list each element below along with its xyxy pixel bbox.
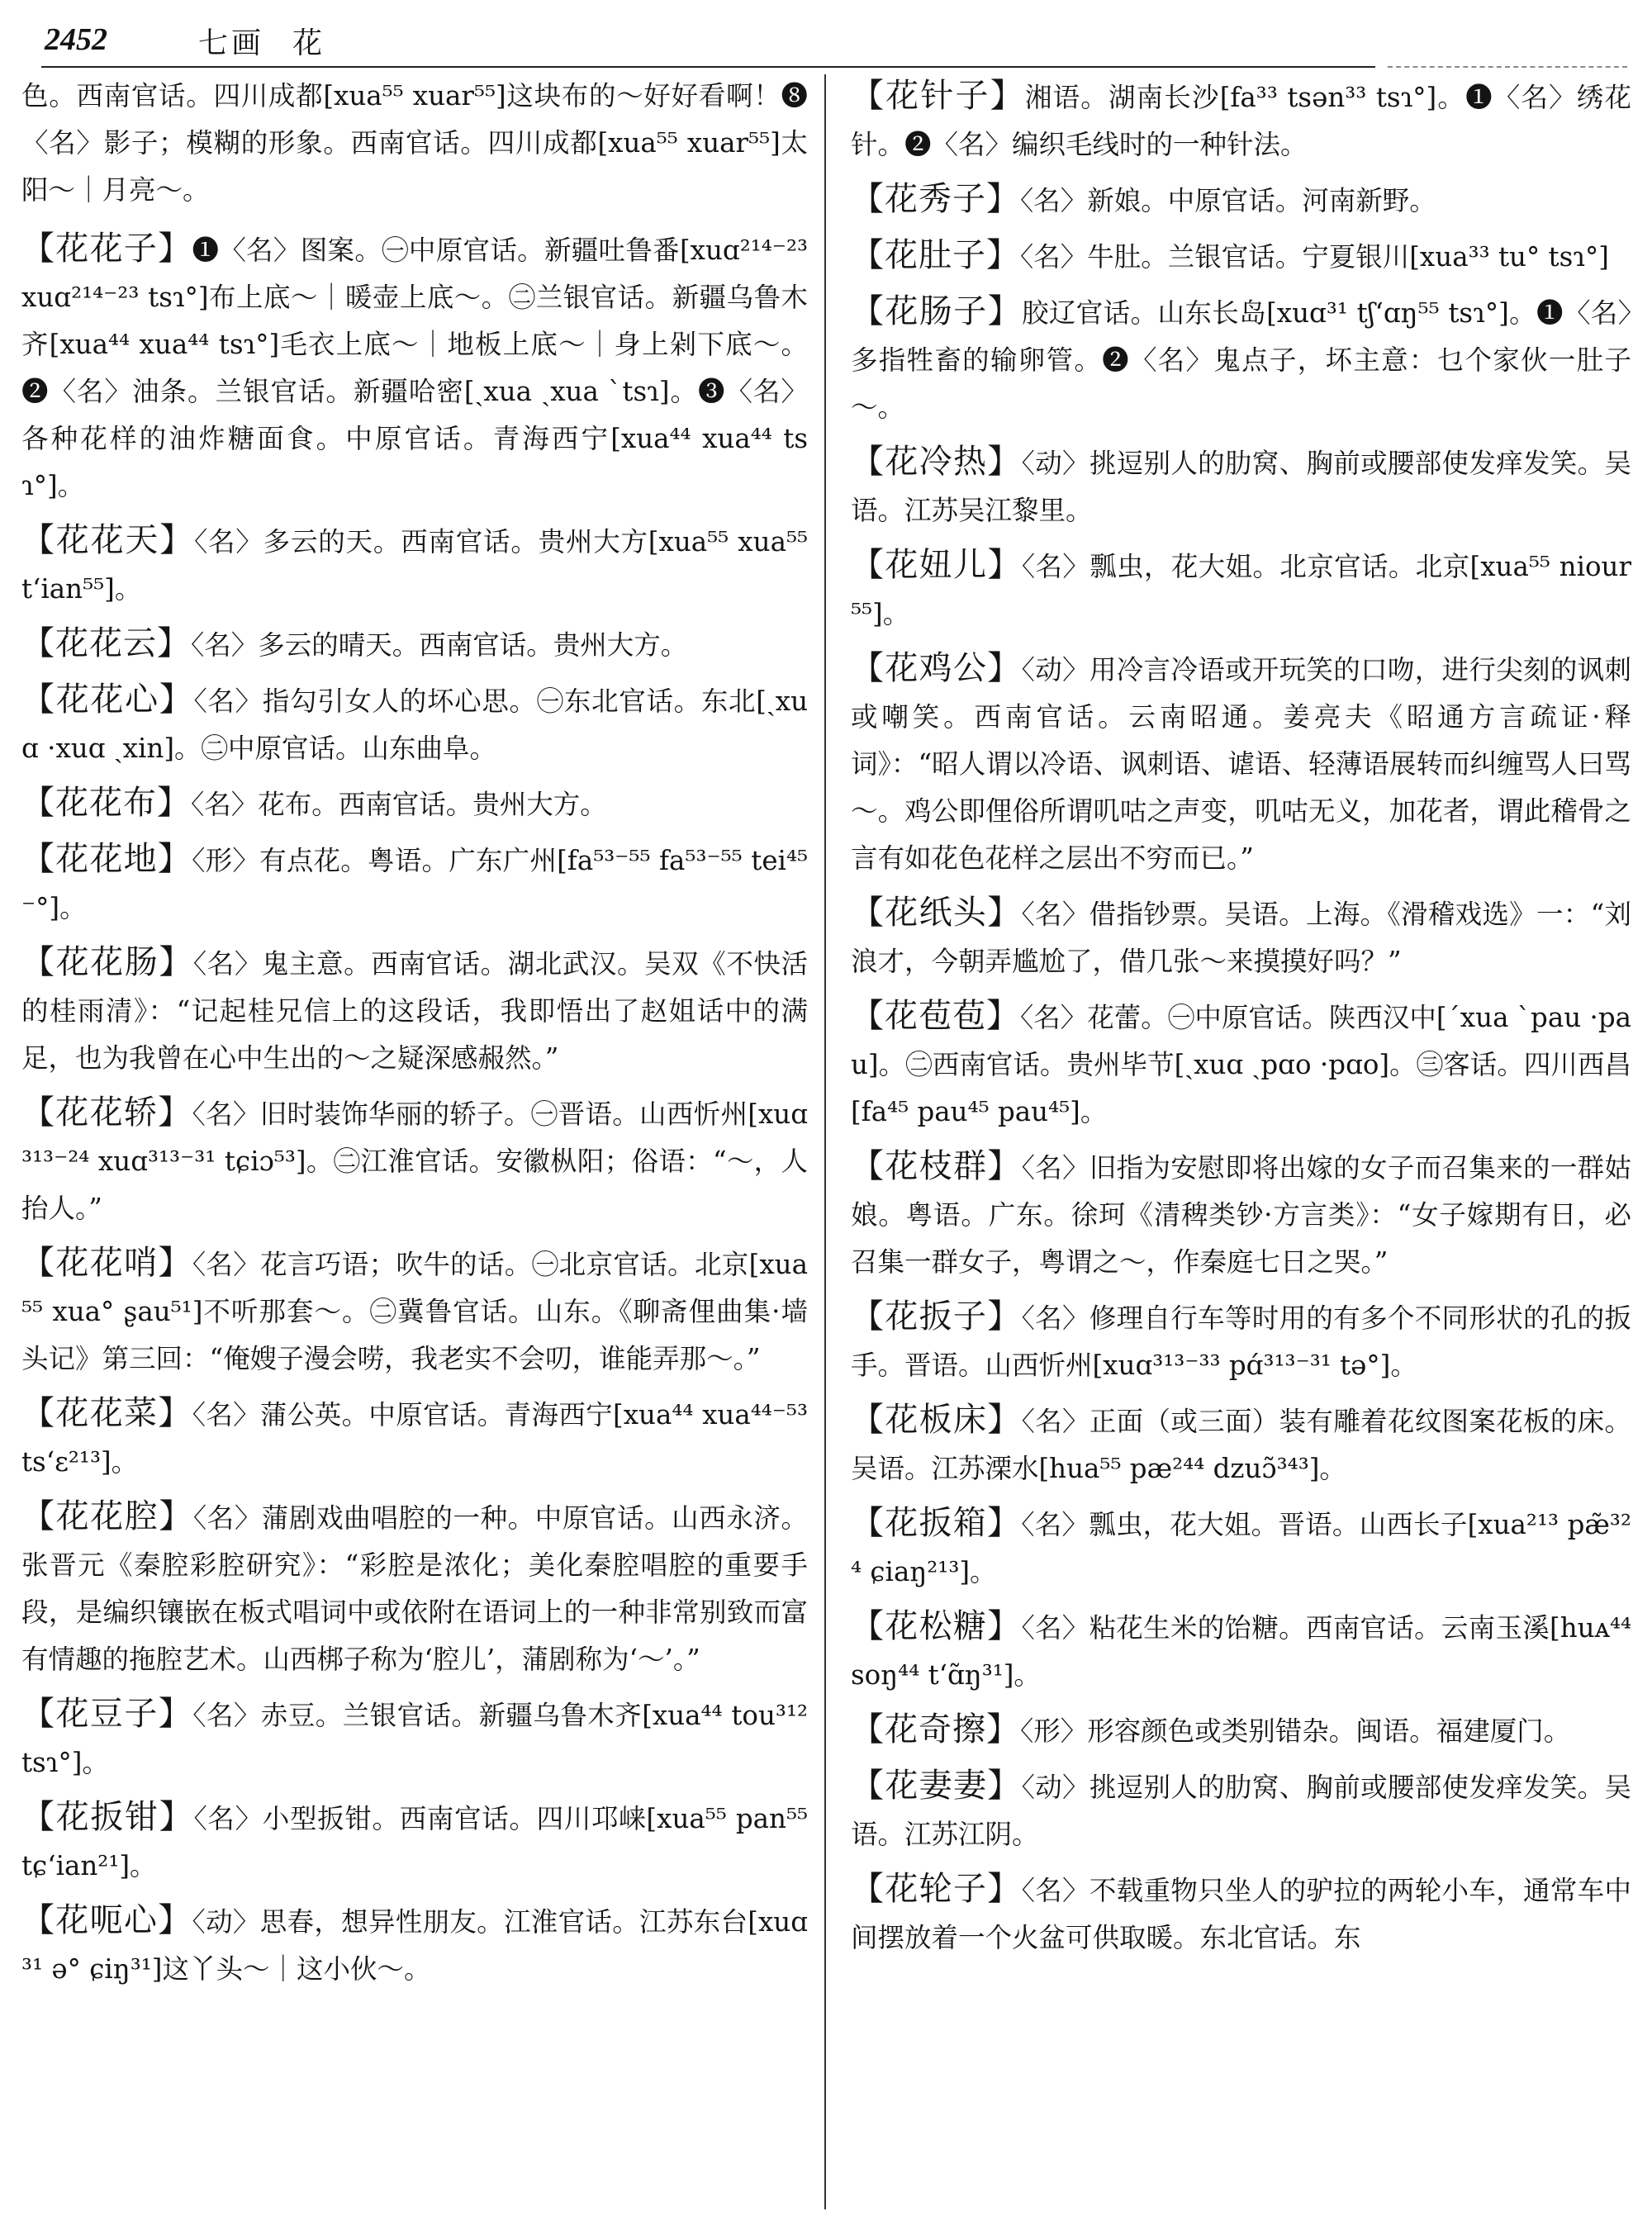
continued-entry-text: 色。西南官话。四川成都[xua⁵⁵ xuar⁵⁵]这块布的～好好看啊！❽〈名〉影子；模糊的形象。西南官话。四川成都[xua⁵⁵ xuar⁵⁵]太阳～｜月亮～。 bbox=[21, 80, 808, 206]
entry-definition: 〈名〉蒲公英。中原官话。青海西宁[xua⁴⁴ xua⁴⁴⁻⁵³ tsʻɛ²¹³]。 bbox=[21, 1399, 808, 1478]
entry-headword: 【花妻妻】 bbox=[851, 1767, 1022, 1805]
entry-headword: 【花纸头】 bbox=[851, 894, 1022, 932]
entry-headword: 【花花心】 bbox=[21, 681, 194, 719]
entry-definition: 〈名〉旧时装饰华丽的轿子。㊀晋语。山西忻州[xuɑ³¹³⁻²⁴ xuɑ³¹³⁻³¹ tɕiɔ⁵³]。㊁江淮官话。安徽枞阳；俗语：“～，人抬人。” bbox=[21, 1098, 809, 1224]
dictionary-entry bbox=[851, 288, 1631, 431]
dictionary-entry bbox=[851, 1763, 1631, 1858]
entry-headword: 【花花菜】 bbox=[21, 1394, 192, 1432]
entry-definition: 〈名〉蒲剧戏曲唱腔的一种。中原官话。山西永济。张晋元《秦腔彩腔研究》：“彩腔是浓化；美化秦腔唱腔的重要手段，是编织镶嵌在板式唱词中或依附在语词上的一种非常别致而富有情趣的拖腔艺术。山西梆子称为‘腔儿’，蒲剧称为‘～’。” bbox=[21, 1502, 808, 1675]
dictionary-entry bbox=[21, 517, 808, 613]
entry-definition: 〈名〉花蕾。㊀中原官话。陕西汉中[ˊxua ˋpau ·pau]。㊁西南官话。贵州毕节[ˏxuɑ ˏpɑo ·pɑo]。㊂客话。四川西昌[fa⁴⁵ pau⁴⁵ pau⁴⁵]。 bbox=[851, 1002, 1631, 1127]
entry-headword: 【花枝群】 bbox=[851, 1147, 1022, 1185]
entry-definition: 〈名〉不载重物只坐人的驴拉的两轮小车，通常车中间摆放着一个火盆可供取暖。东北官话。东 bbox=[851, 1875, 1631, 1953]
entry-definition: 〈名〉花言巧语；吹牛的话。㊀北京官话。北京[xua⁵⁵ xua° ʂau⁵¹]不听那套～。㊁冀鲁官话。山东。《聊斋俚曲集·墙头记》第三回：“俺嫂子漫会唠，我老实不会叨，谁能弄那～。” bbox=[21, 1249, 808, 1374]
right-column bbox=[851, 73, 1631, 1969]
entry-headword: 【花板床】 bbox=[851, 1401, 1022, 1439]
entry-definition: 〈动〉思春，想异性朋友。江淮官话。江苏东台[xuɑ³¹ ə° ɕiŋ³¹]这丫头～｜这小伙～。 bbox=[21, 1906, 809, 1985]
entry-headword: 【花扳钳】 bbox=[21, 1798, 194, 1836]
entry-headword: 【花松糖】 bbox=[851, 1607, 1022, 1645]
dictionary-entry bbox=[851, 1603, 1631, 1699]
dictionary-entry bbox=[21, 620, 808, 669]
dictionary-entry bbox=[851, 890, 1631, 985]
entry-definition: 〈名〉新娘。中原官话。河南新野。 bbox=[1020, 185, 1436, 216]
entry-definition: 〈名〉牛肚。兰银官话。宁夏银川[xua³³ tu° tsɿ°] bbox=[1020, 241, 1609, 273]
dictionary-entry bbox=[21, 1691, 808, 1786]
entry-headword: 【花苞苞】 bbox=[851, 997, 1021, 1035]
entry-definition: 〈名〉多云的天。西南官话。贵州大方[xua⁵⁵ xua⁵⁵ tʻian⁵⁵]。 bbox=[21, 526, 809, 605]
entry-definition: 〈名〉赤豆。兰银官话。新疆乌鲁木齐[xua⁴⁴ tou³¹² tsɿ°]。 bbox=[21, 1700, 808, 1778]
entry-definition: 〈名〉修理自行车等时用的有多个不同形状的孔的扳手。晋语。山西忻州[xuɑ³¹³⁻³³ pɑ́³¹³⁻³¹ tə°]。 bbox=[851, 1302, 1631, 1381]
entry-headword: 【花花子】 bbox=[21, 230, 192, 268]
dictionary-entry bbox=[21, 1794, 808, 1890]
entry-headword: 【花肠子】 bbox=[851, 292, 1022, 330]
page-number: 2452 bbox=[45, 22, 107, 57]
dictionary-entry bbox=[851, 1143, 1631, 1286]
entry-definition: 〈动〉挑逗别人的肋窝、胸前或腰部使发痒发笑。吴语。江苏江阴。 bbox=[851, 1772, 1631, 1850]
dictionary-entry bbox=[21, 1240, 808, 1383]
dictionary-entry bbox=[21, 780, 808, 828]
entry-definition: 〈名〉小型扳钳。西南官话。四川邛崃[xua⁵⁵ pan⁵⁵ tɕʻian²¹]。 bbox=[21, 1803, 809, 1881]
entry-definition: 〈名〉鬼主意。西南官话。湖北武汉。吴双《不快活的桂雨清》：“记起桂兄信上的这段话，我即悟出了赵姐话中的满足，也为我曾在心中生出的～之疑深感赧然。” bbox=[21, 948, 808, 1074]
dictionary-entry bbox=[851, 232, 1631, 281]
entry-definition: 〈形〉形容颜色或类别错杂。闽语。福建厦门。 bbox=[1020, 1715, 1571, 1747]
entry-headword: 【花花腔】 bbox=[21, 1497, 193, 1535]
entry-headword: 【花奇擦】 bbox=[851, 1710, 1020, 1748]
dictionary-entry bbox=[851, 993, 1631, 1136]
dictionary-entry bbox=[21, 939, 808, 1082]
entry-headword: 【花针子】 bbox=[851, 77, 1025, 115]
entry-headword: 【花肚子】 bbox=[851, 236, 1020, 274]
entry-headword: 【花豆子】 bbox=[21, 1695, 193, 1733]
entry-headword: 【花花哨】 bbox=[21, 1244, 192, 1282]
dictionary-entry bbox=[851, 1500, 1631, 1596]
dictionary-entry bbox=[21, 836, 808, 932]
entry-definition: 〈名〉瓢虫，花大姐。晋语。山西长子[xua²¹³ pæ̃³²⁴ ɕiaŋ²¹³]。 bbox=[851, 1509, 1631, 1587]
entry-headword: 【花轮子】 bbox=[851, 1870, 1022, 1908]
entry-definition: 〈动〉用冷言冷语或开玩笑的口吻，进行尖刻的讽刺或嘲笑。西南官话。云南昭通。姜亮夫《昭通方言疏证·释词》：“昭人谓以冷语、讽刺语、谑语、轻薄语展转而纠缠骂人曰骂～。鸡公即俚俗所谓叽咕之声变，叽咕无义，加花者，谓此稽骨之言有如花色花样之层出不穷而已。” bbox=[851, 654, 1631, 874]
entry-headword: 【花花地】 bbox=[21, 840, 192, 878]
dictionary-entry bbox=[851, 73, 1631, 168]
entry-headword: 【花花轿】 bbox=[21, 1094, 192, 1132]
dictionary-entry bbox=[21, 1493, 808, 1683]
entry-headword: 【花妞儿】 bbox=[851, 546, 1022, 584]
entry-headword: 【花扳箱】 bbox=[851, 1504, 1022, 1542]
left-column bbox=[21, 73, 808, 2000]
section-label bbox=[198, 20, 354, 62]
entry-headword: 【花秀子】 bbox=[851, 180, 1020, 218]
dictionary-entry bbox=[21, 225, 808, 510]
dictionary-entry bbox=[21, 676, 808, 772]
entry-definition: 〈名〉粘花生米的饴糖。西南官话。云南玉溪[huᴀ⁴⁴ soŋ⁴⁴ tʻɑ̃ŋ³¹]。 bbox=[851, 1612, 1632, 1691]
dictionary-entry bbox=[21, 1897, 808, 1993]
section-stroke: 七画 bbox=[198, 26, 265, 60]
right-entry-list bbox=[851, 73, 1631, 1962]
entry-definition: 〈名〉多云的晴天。西南官话。贵州大方。 bbox=[191, 629, 688, 661]
entry-headword: 【花扳子】 bbox=[851, 1298, 1022, 1336]
dictionary-entry bbox=[851, 1706, 1631, 1755]
entry-definition: 胶辽官话。山东长岛[xuɑ³¹ tʃʻɑŋ⁵⁵ tsɿ°]。❶〈名〉多指牲畜的输卵管。❷〈名〉鬼点子，坏主意：乜个家伙一肚子～。 bbox=[851, 297, 1631, 423]
dictionary-entry bbox=[21, 1089, 808, 1232]
entry-headword: 【花花天】 bbox=[21, 521, 194, 559]
entry-headword: 【花花云】 bbox=[21, 624, 191, 662]
dictionary-entry bbox=[851, 439, 1631, 534]
entry-definition: 〈名〉借指钞票。吴语。上海。《滑稽戏选》一：“刘浪才，今朝弄尴尬了，借几张～来摸摸好吗？” bbox=[851, 899, 1631, 977]
page-header bbox=[41, 15, 1627, 66]
dictionary-entry bbox=[851, 1293, 1631, 1389]
entry-definition: 〈名〉指勾引女人的坏心思。㊀东北官话。东北[ˏxuɑ ·xuɑ ˏxin]。㊁中原官话。山东曲阜。 bbox=[21, 686, 809, 764]
header-rule-dashed bbox=[1388, 66, 1627, 68]
dictionary-entry bbox=[851, 1866, 1631, 1962]
entry-definition: 〈动〉挑逗别人的肋窝、胸前或腰部使发痒发笑。吴语。江苏吴江黎里。 bbox=[851, 448, 1631, 526]
entry-headword: 【花花肠】 bbox=[21, 943, 193, 981]
dictionary-entry bbox=[851, 176, 1631, 225]
dictionary-entry bbox=[851, 542, 1631, 638]
entry-headword: 【花花布】 bbox=[21, 784, 191, 822]
column-divider bbox=[824, 74, 826, 2209]
entry-definition: 〈名〉旧指为安慰即将出嫁的女子而召集来的一群姑娘。粤语。广东。徐珂《清稗类钞·方言类》：“女子嫁期有日，必召集一群女子，粤谓之～，作秦庭七日之哭。” bbox=[851, 1152, 1631, 1278]
entry-definition: 湘语。湖南长沙[fa³³ tsən³³ tsɿ°]。❶〈名〉绣花针。❷〈名〉编织毛线时的一种针法。 bbox=[851, 82, 1631, 160]
entry-definition: 〈形〉有点花。粤语。广东广州[fa⁵³⁻⁵⁵ fa⁵³⁻⁵⁵ tei⁴⁵⁻°]。 bbox=[21, 845, 809, 923]
dictionary-entry bbox=[851, 1397, 1631, 1492]
entry-definition: 〈名〉花布。西南官话。贵州大方。 bbox=[191, 789, 607, 820]
entry-definition: ❶〈名〉图案。㊀中原官话。新疆吐鲁番[xuɑ²¹⁴⁻²³ xuɑ²¹⁴⁻²³ tsɿ°]布上底～｜暖壶上底～。㊁兰银官话。新疆乌鲁木齐[xua⁴⁴ xua⁴⁴ tsɿ°]毛衣上底～｜地板上底～｜身上剁下底～。❷〈名〉油条。兰银官话。新疆哈密[ˏxua ˏxua ˋtsɿ]。❸〈名〉各种花样的油炸糖面食。中原官话。青海西宁[xua⁴⁴ xua⁴⁴ tsɿ°]。 bbox=[21, 235, 808, 501]
dictionary-entry bbox=[21, 1390, 808, 1486]
entry-definition: 〈名〉正面（或三面）装有雕着花纹图案花板的床。吴语。江苏溧水[hua⁵⁵ pæ²⁴⁴ dzuɔ̃³⁴³]。 bbox=[851, 1406, 1631, 1484]
header-rule bbox=[41, 66, 1375, 68]
entry-headword: 【花呃心】 bbox=[21, 1901, 192, 1939]
entry-definition: 〈名〉瓢虫，花大姐。北京官话。北京[xua⁵⁵ niour⁵⁵]。 bbox=[851, 551, 1631, 629]
left-entry-list bbox=[21, 225, 808, 1993]
entry-headword: 【花鸡公】 bbox=[851, 649, 1022, 687]
section-char: 花 bbox=[292, 26, 326, 60]
dictionary-entry bbox=[851, 645, 1631, 882]
entry-headword: 【花冷热】 bbox=[851, 443, 1022, 481]
